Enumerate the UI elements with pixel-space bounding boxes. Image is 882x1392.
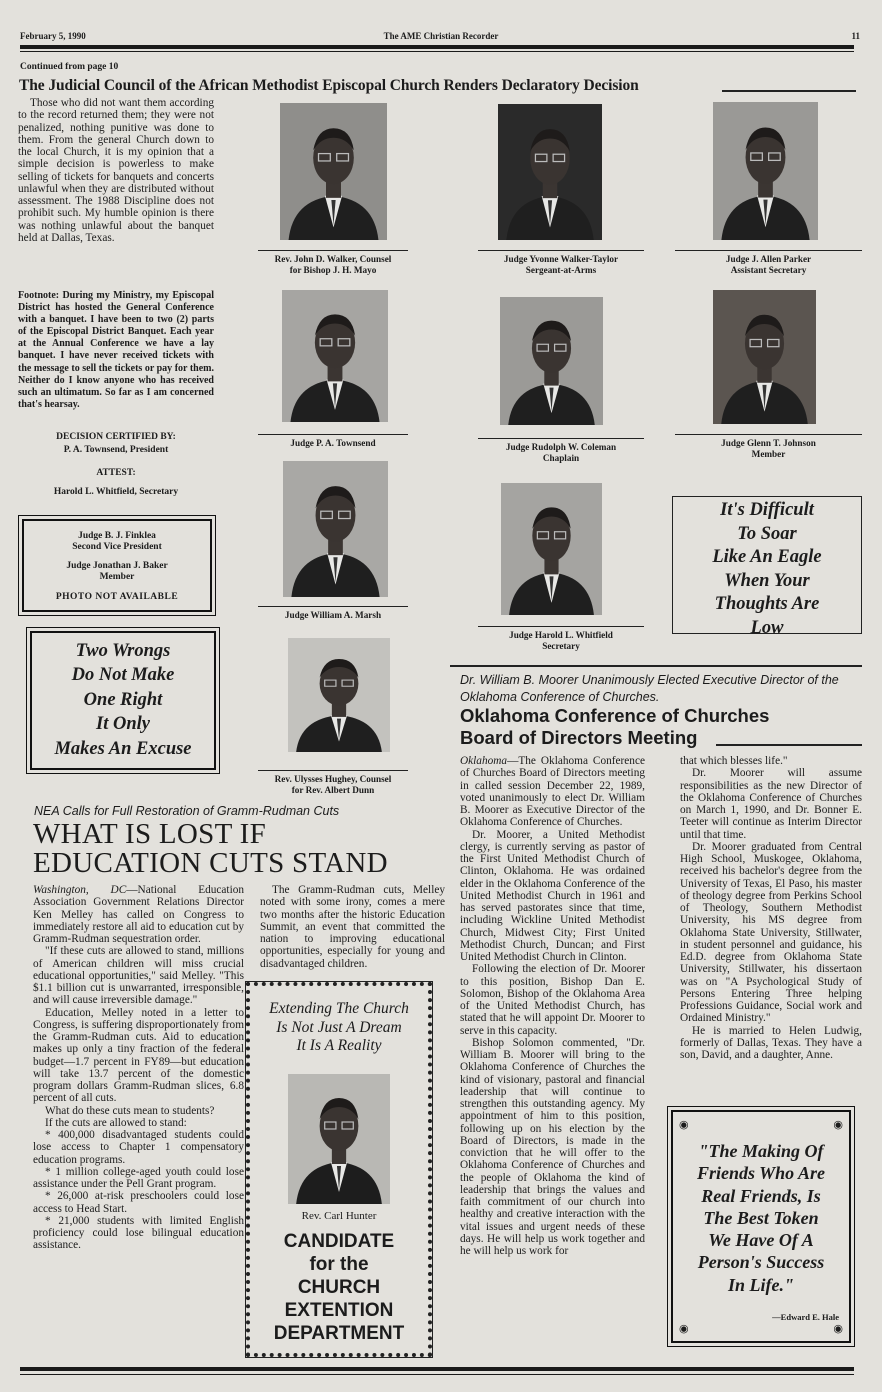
- paragraph-text: * 26,000 at-risk preschoolers could lose access to Head Start.: [33, 1190, 244, 1215]
- attest-label: ATTEST:: [96, 468, 136, 478]
- paragraph-text: What do these cuts mean to students?: [45, 1104, 215, 1117]
- footer-rule-thin: [20, 1374, 854, 1375]
- photo-caption: [258, 770, 408, 796]
- quote-line: Friends Who Are: [696, 1163, 826, 1184]
- judicial-body: Those who did not want them according to the record returned them; they were not penalized, nothing punitive was done to them. From the general Church down to the local Church, it is my opinion that a simple decision is powerless to make selling of tickets for banquets and concerts unlawful when they are distributed without assessment. The 1988 Discipline does not prohibit such. My humble opinion is there was nothing unlawful about the banquet held at Dallas, Texas.: [18, 97, 214, 244]
- quote-line: We Have Of A: [708, 1230, 814, 1251]
- caption-name: Judge J. Allen Parker: [725, 254, 812, 264]
- judge-photo: [282, 290, 388, 422]
- oklahoma-column-2: [680, 755, 862, 1061]
- caption-role: Chaplain: [542, 453, 580, 463]
- photo-not-available-box: [22, 519, 212, 612]
- judge-photo: [713, 290, 816, 424]
- photo-caption: [478, 626, 644, 652]
- paragraph: [460, 829, 645, 964]
- quote-line: It Only: [96, 714, 150, 735]
- page-number: 11: [851, 31, 860, 41]
- judge-photo: [498, 104, 602, 240]
- paragraph: [33, 945, 244, 1006]
- photo-caption: [478, 250, 644, 276]
- paragraph: [460, 1037, 645, 1258]
- paragraph-text: Dr. Moorer, a United Methodist clergy, is currently serving as pastor of the First United Methodist Church of Clinton, Oklahoma. He was ordained elder in the Oklahoma Conference of the United Methodist Church in 1961 and has served pastorates since that time, including Wickline United Methodist Church, Midwest City; First United Methodist Church, Duncan; and First United Methodist Church in Clinton.: [460, 828, 645, 963]
- certified-label: DECISION CERTIFIED BY:: [56, 432, 176, 442]
- portrait-icon: [288, 1074, 390, 1204]
- nea-headline-2: EDUCATION CUTS STAND: [33, 847, 388, 879]
- photo-caption: [675, 250, 862, 276]
- photo-not-available-note: PHOTO NOT AVAILABLE: [55, 592, 179, 602]
- paragraph-text: He is married to Helen Ludwig, formerly of Dallas, Texas. They have a son, David, and a daughter, Anne.: [680, 1024, 862, 1061]
- paragraph: [680, 841, 862, 1025]
- candidate-line: CHURCH: [297, 1277, 381, 1298]
- quote-line: "The Making Of: [698, 1141, 824, 1161]
- oklahoma-headline-2: Board of Directors Meeting: [460, 727, 698, 748]
- portrait-icon: [288, 638, 390, 752]
- paragraph-text: that which blesses life.": [680, 755, 788, 767]
- quote-line: One Right: [83, 689, 163, 710]
- candidate-line: EXTENTION: [284, 1300, 394, 1321]
- nea-column-1: [33, 884, 244, 1252]
- certified-name: P. A. Townsend, President: [63, 445, 169, 455]
- photo-caption: [258, 606, 408, 621]
- paragraph: [33, 1190, 244, 1215]
- paragraph-text: Bishop Solomon commented, "Dr. William B. Moorer will bring to the Oklahoma Conference of Churches the kind of visionary, pastoral and financial leadership that will continue to strengthen this outstanding agency. My appointment of him to this position, following up on his election by the Board of Directors, is made in the conviction that he will offer to the Oklahoma Conference of Churches and the people of Oklahoma the kind of leadership that brings the values and faith commitment of our church into healthy and creative interaction with the vital issues and urgent needs of these days. He will help us work together and he will help us work for: [460, 1036, 645, 1257]
- caption-name: Judge Harold L. Whitfield: [509, 630, 613, 640]
- masthead-rule-thin: [20, 51, 854, 52]
- caption-name: Judge Yvonne Walker-Taylor: [503, 254, 619, 264]
- paragraph: [680, 755, 862, 767]
- candidate-line: DEPARTMENT: [273, 1323, 405, 1344]
- oklahoma-column-1: [460, 755, 645, 1257]
- photo-caption: [675, 434, 862, 460]
- caption-name: Judge William A. Marsh: [284, 610, 382, 620]
- nea-headline: [33, 820, 388, 878]
- judge-baker: Judge Jonathan J. Baker: [66, 561, 168, 571]
- quote-line: Makes An Excuse: [54, 738, 192, 759]
- portrait-icon: [498, 104, 602, 240]
- caption-role: Member: [751, 449, 786, 459]
- paragraph-text: If the cuts are allowed to stand:: [45, 1116, 187, 1129]
- tagline-line: Extending The Church: [269, 1000, 409, 1017]
- nea-column-2: The Gramm-Rudman cuts, Melley noted with some irony, comes a mere two months after the historic Education Summit, an event that committed the nation to improving educational opportunities, especially for young and disadvantaged children.: [260, 884, 445, 970]
- quote-line: Thoughts Are: [714, 594, 820, 614]
- oklahoma-subhead: Dr. William B. Moorer Unanimously Elected Executive Director of the Oklahoma Conference of Churches.: [460, 673, 839, 704]
- caption-role: for Rev. Albert Dunn: [291, 785, 375, 795]
- quote-line: In Life.": [728, 1274, 794, 1295]
- portrait-icon: [501, 483, 602, 615]
- paragraph-text: "If these cuts are allowed to stand, millions of American children will miss crucial educational opportunities," said Melley. "This $1.1 billion cut is unwarranted, irresponsible, and will cause irreversible damage.": [33, 945, 244, 1007]
- issue-date: February 5, 1990: [20, 31, 86, 41]
- dateline: Oklahoma: [460, 755, 508, 767]
- attest-name: Harold L. Whitfield, Secretary: [53, 487, 179, 497]
- quote-author: —Edward E. Hale: [772, 1312, 839, 1322]
- paragraph-text: Dr. Moorer graduated from Central High School, Muskogee, Oklahoma, received his bachelor's degree from the University of Texas, El Paso, his master of theology degree from Perkins School of Theology, Southern Methodist University, his MS degree from Oklahoma State University, Stillwater, in student personnel and guidance, his Ed.D. degree from Oklahoma State University, Stillwater, his dissertaon was on "A Psychological Study of Persons Entering Three helping Professions Guidance, Social work and Ordained Ministry.": [680, 840, 862, 1025]
- photo-caption: [258, 250, 408, 276]
- paragraph: [33, 1129, 244, 1166]
- judge-photo: [288, 638, 390, 752]
- paragraph: [680, 1025, 862, 1062]
- paragraph: [33, 1105, 244, 1117]
- photo-caption: [258, 434, 408, 449]
- paragraph-text: —The Oklahoma Conference of Churches Board of Directors meeting in called session December 22, 1989, voted unanimously to elect Dr. William B. Moorer as Executive Director of the Oklahoma Conference of Churches.: [460, 755, 645, 829]
- paragraph: [680, 767, 862, 841]
- corner-ornament-icon: ◉: [679, 1323, 689, 1335]
- nea-headline-1: WHAT IS LOST IF: [33, 818, 267, 850]
- corner-ornament-icon: ◉: [833, 1119, 843, 1131]
- hunter-caption: Rev. Carl Hunter: [301, 1210, 377, 1222]
- portrait-icon: [713, 102, 818, 240]
- candidate-line: CANDIDATE: [283, 1231, 395, 1252]
- section-rule: [450, 665, 862, 667]
- judge-photo: [501, 483, 602, 615]
- paragraph-text: * 1 million college-aged youth could lose assistance under the Pell Grant program.: [33, 1165, 244, 1190]
- quote-line: When Your: [724, 570, 810, 591]
- paragraph: [460, 755, 645, 829]
- oklahoma-headline-1: Oklahoma Conference of Churches: [460, 705, 770, 726]
- portrait-icon: [282, 290, 388, 422]
- continued-note: Continued from page 10: [20, 62, 119, 72]
- two-wrongs-quote-box: [30, 631, 216, 770]
- judicial-headline: The Judicial Council of the African Methodist Episcopal Church Renders Declaratory Decision: [19, 77, 639, 94]
- dateline: Washington, DC: [33, 884, 127, 896]
- portrait-icon: [713, 290, 816, 424]
- quote-line: To Soar: [737, 523, 797, 544]
- paragraph: [33, 1166, 244, 1191]
- judicial-footnote: Footnote: During my Ministry, my Episcopal District has hosted the General Conference with a banquet. I have been to two (2) parts of the Episcopal District Banquet. Each year at the Annual Conference we have a lay banquet. I have never received tickets with the message to sell the tickets or pay for them. Neither do I know anyone who has received such an ultimatum. So far as I am concerned that's hearsay.: [18, 290, 214, 410]
- paragraph-text: Following the election of Dr. Moorer to this position, Bishop Dan E. Solomon, Bishop of the Oklahoma Area of the United Methodist Church, has stated that he will appoint Dr. Moorer to serve in this capacity.: [460, 963, 645, 1037]
- caption-role: Secretary: [542, 641, 580, 651]
- portrait-icon: [500, 297, 603, 425]
- portrait-icon: [280, 103, 387, 240]
- paragraph-text: Education, Melley noted in a letter to Congress, is suffering disproportionately from the Gramm-Rudman cuts. Aid to education makes up only a tiny fraction of the federal budget—1.7 percent in FY89—but education will take 13.7 percent of the domestic program dollars Gramm-Rudman slices, 6.8 percent of all cuts.: [33, 1006, 244, 1105]
- quote-line: Like An Eagle: [712, 547, 822, 567]
- caption-name: Rev. John D. Walker, Counsel: [274, 254, 392, 264]
- judge-finklea-title: Second Vice President: [72, 542, 162, 552]
- judge-baker-title: Member: [99, 572, 135, 582]
- quote-line: Do Not Make: [71, 665, 175, 686]
- headline-rule: [716, 744, 862, 746]
- paragraph-text: —National Education Association Government Relations Director Ken Melley has called on Congress to immediately restore all aid to education cut by Gramm-Rudman sequestration order.: [33, 884, 244, 945]
- tagline-line: It Is A Reality: [296, 1037, 382, 1054]
- paragraph: [33, 884, 244, 945]
- paragraph: [33, 1117, 244, 1129]
- caption-name: Judge Glenn T. Johnson: [721, 438, 816, 448]
- quote-line: Two Wrongs: [75, 641, 171, 661]
- portrait-icon: [283, 461, 388, 597]
- friends-quote-box: [671, 1110, 851, 1343]
- masthead-rule: [20, 45, 854, 49]
- certification: [18, 431, 214, 499]
- tagline-line: Is Not Just A Dream: [276, 1018, 402, 1036]
- quote-line: Person's Success: [697, 1252, 825, 1273]
- paragraph: [33, 1215, 244, 1252]
- footer-rule: [20, 1367, 854, 1371]
- quote-line: Low: [750, 617, 784, 638]
- caption-role: Assistant Secretary: [730, 265, 807, 275]
- paragraph-text: * 21,000 students with limited English proficiency could lose bilingual education assistance.: [33, 1214, 244, 1252]
- paper-name: The AME Christian Recorder: [383, 31, 499, 41]
- corner-ornament-icon: ◉: [679, 1119, 689, 1131]
- caption-role: Sergeant-at-Arms: [525, 265, 597, 275]
- caption-name: Judge P. A. Townsend: [290, 438, 376, 448]
- paragraph: [460, 963, 645, 1037]
- eagle-quote-box: [672, 496, 862, 638]
- quote-line: Real Friends, Is: [701, 1185, 821, 1206]
- quote-line: It's Difficult: [720, 500, 814, 520]
- judge-photo: [280, 103, 387, 240]
- carl-hunter-photo: [288, 1074, 390, 1204]
- caption-name: Rev. Ulysses Hughey, Counsel: [274, 774, 392, 784]
- nea-kicker: NEA Calls for Full Restoration of Gramm-Rudman Cuts: [34, 804, 340, 818]
- headline-rule: [722, 90, 856, 92]
- photo-caption: [478, 438, 644, 464]
- candidate-line: for the: [309, 1254, 369, 1275]
- quote-line: The Best Token: [703, 1207, 819, 1228]
- paragraph-text: Dr. Moorer will assume responsibilities as the new Director of the Oklahoma Conference of Churches on March 1, 1990, and Dr. Bonner E. Teeter will continue as Interim Director until that time.: [680, 767, 862, 841]
- caption-role: for Bishop J. H. Mayo: [289, 265, 377, 275]
- paragraph: [33, 1007, 244, 1105]
- judge-photo: [713, 102, 818, 240]
- judge-finklea: Judge B. J. Finklea: [78, 531, 156, 541]
- judge-photo: [283, 461, 388, 597]
- paragraph-text: * 400,000 disadvantaged students could lose access to Chapter 1 compensatory education programs.: [33, 1129, 244, 1166]
- judge-photo: [500, 297, 603, 425]
- hunter-candidate-box: [246, 982, 432, 1357]
- caption-name: Judge Rudolph W. Coleman: [505, 442, 617, 452]
- corner-ornament-icon: ◉: [833, 1323, 843, 1335]
